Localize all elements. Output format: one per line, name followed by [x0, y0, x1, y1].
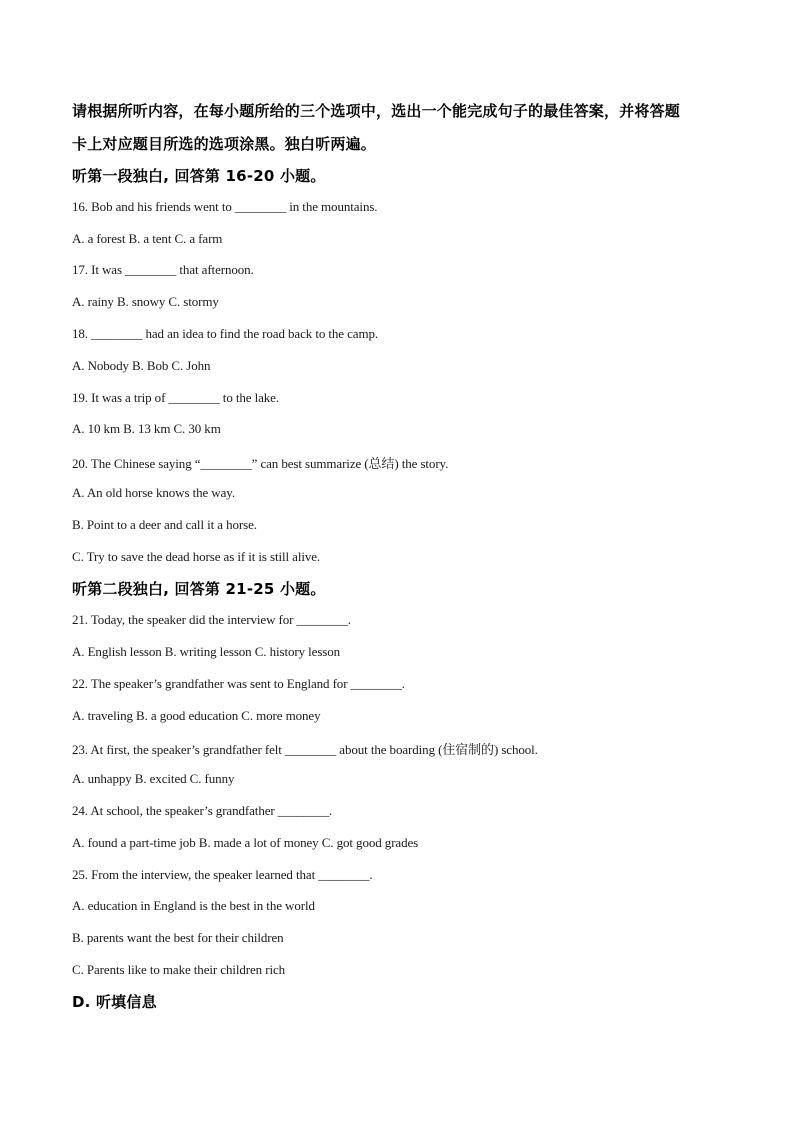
- question-25: 25. From the interview, the speaker learned that ________.: [72, 867, 373, 882]
- options-19: A. 10 km B. 13 km C. 30 km: [72, 421, 221, 436]
- options-18: A. Nobody B. Bob C. John: [72, 358, 211, 373]
- options-16: A. a forest B. a tent C. a farm: [72, 231, 223, 246]
- question-19: 19. It was a trip of ________ to the lake.: [72, 390, 280, 405]
- question-16: 16. Bob and his friends went to ________ in the mountains.: [72, 199, 378, 214]
- options-23: A. unhappy B. excited C. funny: [72, 771, 235, 786]
- option-20-c: C. Try to save the dead horse as if it is still alive.: [72, 549, 321, 564]
- option-20-b: B. Point to a deer and call it a horse.: [72, 517, 257, 532]
- question-21: 21. Today, the speaker did the interview for ________.: [72, 612, 351, 627]
- question-18: 18. ________ had an idea to find the road back to the camp.: [72, 326, 379, 341]
- question-20: 20. The Chinese saying “________” can best summarize (总结) the story.: [72, 456, 449, 471]
- question-23: 23. At first, the speaker’s grandfather felt ________ about the boarding (住宿制的) school.: [72, 742, 538, 757]
- options-17: A. rainy B. snowy C. stormy: [72, 294, 219, 309]
- option-25-a: A. education in England is the best in the world: [72, 898, 315, 913]
- options-22: A. traveling B. a good education C. more money: [72, 708, 321, 723]
- section-2-heading: 听第二段独白, 回答第 21-25 小题。: [72, 580, 326, 598]
- options-24: A. found a part-time job B. made a lot of money C. got good grades: [72, 835, 419, 850]
- options-21: A. English lesson B. writing lesson C. history lesson: [72, 644, 341, 659]
- option-25-c: C. Parents like to make their children rich: [72, 962, 286, 977]
- section-1-heading: 听第一段独白, 回答第 16-20 小题。: [72, 167, 326, 185]
- instructions-line-2: 卡上对应题目所选的选项涂黑。独白听两遍。: [72, 135, 377, 153]
- option-20-a: A. An old horse knows the way.: [72, 485, 235, 500]
- question-17: 17. It was ________ that afternoon.: [72, 262, 254, 277]
- question-24: 24. At school, the speaker’s grandfather ________.: [72, 803, 333, 818]
- option-25-b: B. parents want the best for their children: [72, 930, 284, 945]
- section-3-heading: D. 听填信息: [72, 993, 157, 1011]
- instructions-line-1: 请根据所听内容，在每小题所给的三个选项中，选出一个能完成句子的最佳答案，并将答题: [72, 102, 681, 120]
- question-22: 22. The speaker’s grandfather was sent to England for ________.: [72, 676, 405, 691]
